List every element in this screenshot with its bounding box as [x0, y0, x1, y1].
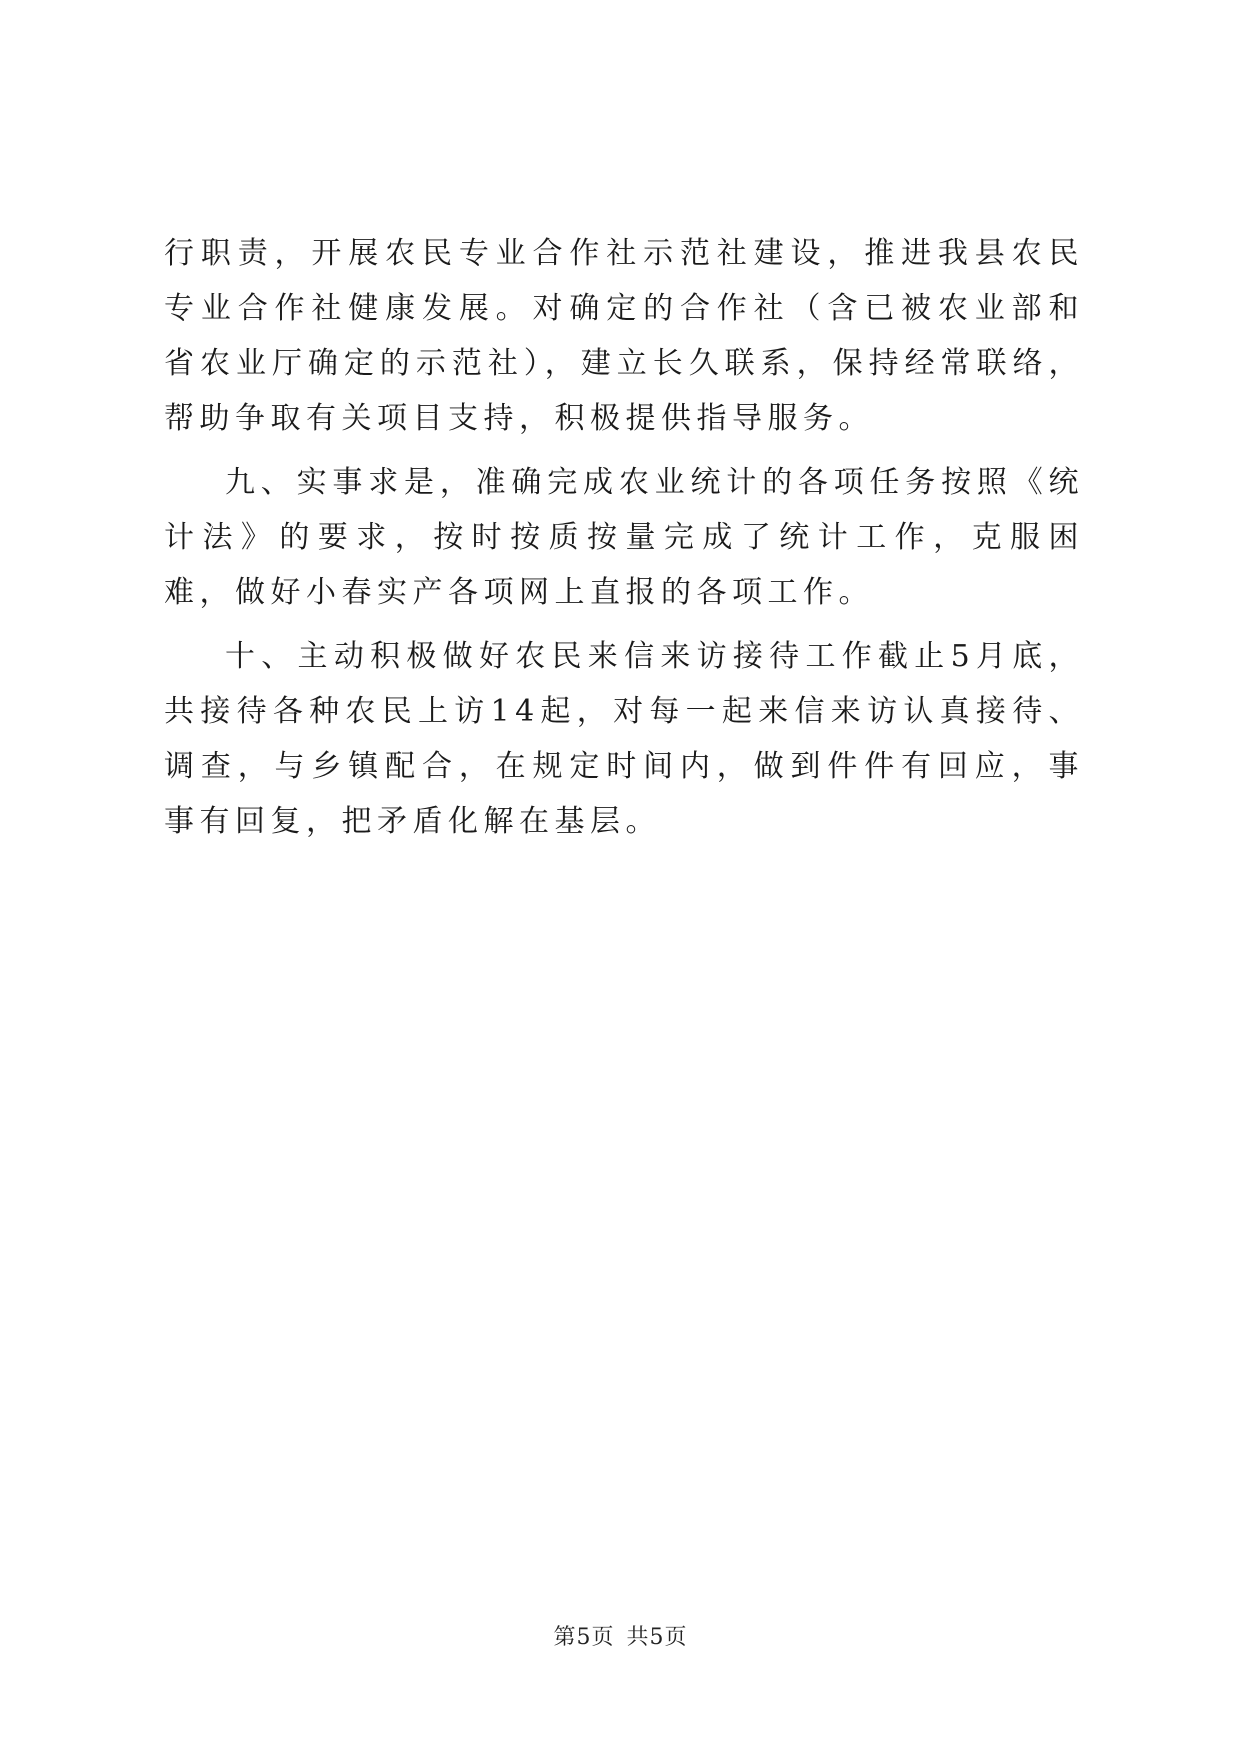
- page-number-total: 共5页: [626, 1625, 688, 1650]
- paragraph-continued-cooperatives: 行职责，开展农民专业合作社示范社建设，推进我县农民专业合作社健康发展。对确定的合作社（含已被农业部和省农业厅确定的示范社），建立长久联系，保持经常联络，帮助争取有关项目支持，积极提供指导服务。: [164, 236, 1084, 436]
- page-footer: [0, 1620, 1241, 1651]
- page-number-current: 第5页: [553, 1625, 615, 1650]
- paragraph-item-10-petitions: 十、主动积极做好农民来信来访接待工作截止5月底，共接待各种农民上访14起，对每一起来信来访认真接待、调查，与乡镇配合，在规定时间内，做到件件有回应，事事有回复，把矛盾化解在基层。: [164, 639, 1084, 839]
- document-body: [164, 226, 1084, 858]
- paragraph-item-9-statistics: 九、实事求是，准确完成农业统计的各项任务按照《统计法》的要求，按时按质按量完成了统计工作，克服困难，做好小春实产各项网上直报的各项工作。: [164, 465, 1084, 610]
